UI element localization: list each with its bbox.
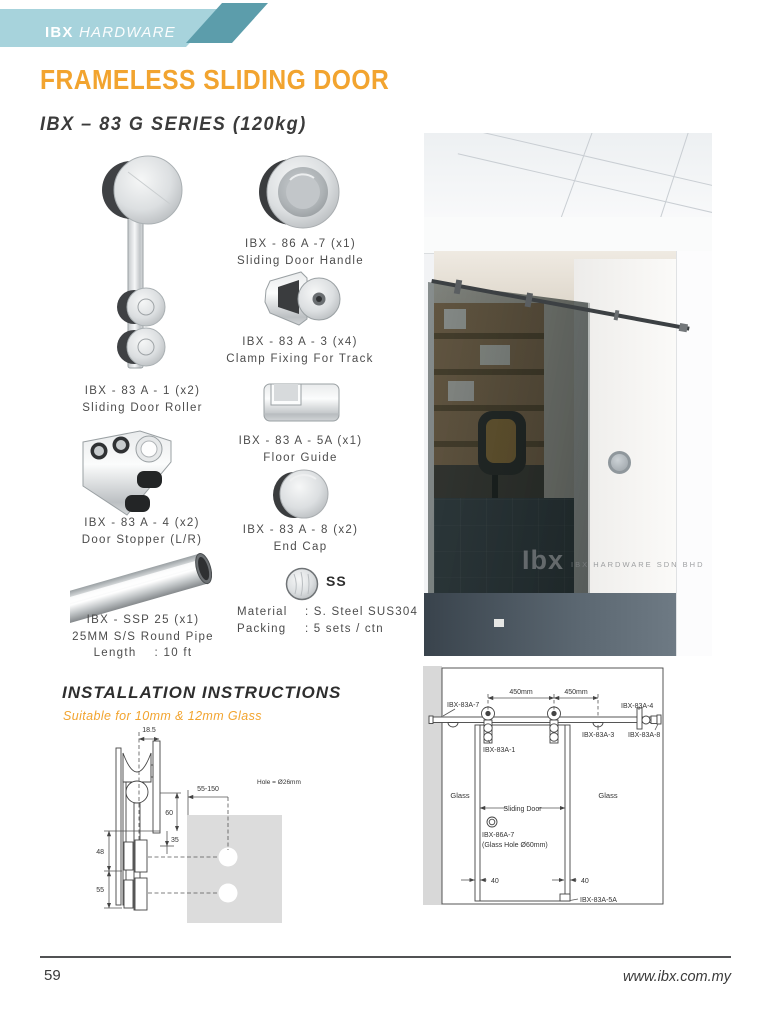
brand-logo [45,24,176,41]
end-cap-image [270,466,332,522]
edge-left-dim: 40 [491,878,499,885]
photo-right-wall [676,251,712,656]
glass-right-label: Glass [598,791,618,800]
dim-48: 48 [96,849,104,856]
edge-right-dim: 40 [581,878,589,885]
roller-name: Sliding Door Roller [82,401,203,414]
handle-code: IBX - 86 A -7 (x1) [245,238,356,250]
application-photo [424,133,712,656]
spec-material [237,606,418,618]
stopper-label [52,515,232,548]
span-right: 450mm [564,689,588,696]
photo-floor-guide-clip [494,619,504,627]
dim-55: 55 [96,887,104,894]
packing-value: : 5 sets / ctn [305,623,384,635]
website-url: www.ibx.com.my [623,969,731,985]
end-cap-code: IBX - 83 A - 8 (x2) [242,524,359,536]
dim-60: 60 [165,810,173,817]
floor-guide-label [213,433,388,466]
material-label: Material [237,606,288,618]
watermark-text: IBX HARDWARE SDN BHD [571,560,705,569]
installation-heading: INSTALLATION INSTRUCTIONS [62,683,342,702]
clamp-label [205,334,395,367]
photo-front-floor [424,593,712,656]
ss-finish-swatch [284,566,320,602]
ceiling-grid-line [458,153,712,221]
series-title: IBX – 83 G SERIES (120kg) [40,114,307,135]
roller-label [55,383,230,416]
dim-55-150: 55-150 [197,786,219,793]
pipe-name: 25MM S/S Round Pipe [72,630,214,643]
photo-header-beam [424,217,712,254]
front-elevation-diagram [415,658,715,950]
roller-code: IBX - 83 A - 1 (x2) [84,385,201,397]
brand-bold: IBX [45,24,74,41]
clamp-name: Clamp Fixing For Track [226,352,374,365]
spec-packing [237,623,384,635]
door-stopper-image [74,426,188,524]
part-stopper: IBX-83A-4 [621,703,654,710]
footer-rule [40,956,731,958]
page-title: FRAMELESS SLIDING DOOR [40,64,390,95]
floor-guide-name: Floor Guide [263,451,338,464]
material-value: : S. Steel SUS304 [305,606,419,618]
photo-watermark [522,547,705,574]
dim-18-5: 18.5 [142,727,156,734]
handle-label [213,236,388,269]
clamp-image [260,268,344,330]
page-number: 59 [44,967,61,984]
span-left: 450mm [509,689,533,696]
handle-part-label: IBX-86A-7 [482,832,515,839]
ceiling-grid-line [424,133,712,192]
part-roller: IBX-83A-1 [483,747,516,754]
part-clamp: IBX-83A-3 [582,732,615,739]
floor-guide-code: IBX - 83 A - 5A (x1) [238,435,363,447]
track-end-cap [679,323,688,332]
pipe-length: Length : 10 ft [93,647,193,660]
floor-guide-image [260,374,344,428]
photo-ceiling [424,133,712,217]
handle-name: Sliding Door Handle [237,254,364,267]
stopper-code: IBX - 83 A - 4 (x2) [84,517,200,529]
sliding-door-roller-image [94,146,188,380]
glass-left-label: Glass [450,791,470,800]
packing-label: Packing [237,623,287,635]
end-cap-name: End Cap [273,540,328,553]
end-cap-label [213,522,388,555]
door-handle-image [256,150,344,234]
brand-italic: HARDWARE [78,24,176,41]
installation-note: Suitable for 10mm & 12mm Glass [63,709,262,723]
watermark-logo: Ibx [522,545,565,575]
part-end-cap: IBX-83A-8 [628,732,661,739]
side-view-diagram [60,720,310,940]
hole-note: Hole = Ø26mm [257,779,301,786]
photo-door-handle [608,451,631,474]
stopper-name: Door Stopper (L/R) [81,533,203,546]
sliding-door-label: Sliding Door [503,806,542,813]
part-track-left: IBX-83A-7 [447,702,480,709]
handle-note-label: (Glass Hole Ø60mm) [482,842,548,849]
dim-35: 35 [171,837,179,844]
part-floor-guide: IBX-83A-5A [580,897,617,904]
ss-finish-label: SS [326,573,347,589]
pipe-code: IBX - SSP 25 (x1) [86,614,200,626]
clamp-code: IBX - 83 A - 3 (x4) [242,336,358,348]
pipe-label [48,612,238,662]
